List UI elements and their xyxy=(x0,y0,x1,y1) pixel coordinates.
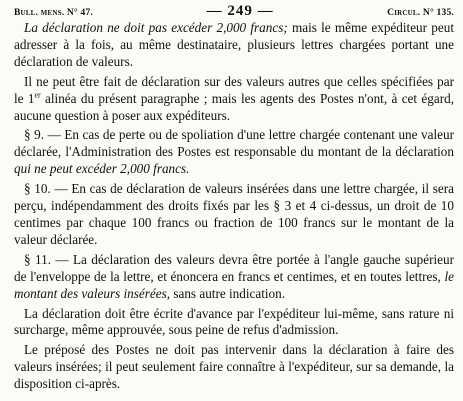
section-9-italic: qui ne peut excéder 2,000 francs. xyxy=(14,161,190,177)
ordinal-superscript: er xyxy=(34,90,41,100)
paragraph-specified-values xyxy=(14,74,454,125)
circular-reference: Circul. N° 135. xyxy=(387,8,454,18)
document-body xyxy=(14,20,454,393)
page-header xyxy=(14,3,454,20)
specified-values-text: Il ne peut être fait de déclaration sur des valeurs autres que celles spécifiées par le 1 xyxy=(14,73,454,106)
specified-values-text-continued: alinéa du présent paragraphe ; mais les agents des Postes n'ont, à cet égard, aucune question à poser aux expéditeurs. xyxy=(14,90,454,123)
declaration-limit-text: mais le même expéditeur peut adresser à la fois, au même destinataire, plusieurs lettres chargées portant une déclaration de valeurs. xyxy=(14,20,454,69)
paragraph-declaration-limit xyxy=(14,20,454,71)
written-in-advance-text: La déclaration doit être écrite d'avance par l'expéditeur lui-même, sans rature ni surcharge, même approuvée, sous peine de refus d'admission. xyxy=(14,305,454,338)
paragraph-section-9 xyxy=(14,127,454,178)
postal-agent-text: Le préposé des Postes ne doit pas intervenir dans la déclaration à faire des valeurs insérées; il peut seulement faire connaître à l'expéditeur, sur sa demande, la disposition ci-après. xyxy=(14,342,454,392)
section-9-text: § 9. — En cas de perte ou de spoliation d'une lettre chargée contenant une valeur déclarée, l'Administration des Postes est responsable du montant de la déclaration xyxy=(14,127,454,160)
declaration-limit-italic: La déclaration ne doit pas excéder 2,000 francs; xyxy=(24,20,288,35)
section-11-text: § 11. — La déclaration des valeurs devra être portée à l'angle gauche supérieur de l'enveloppe de la lettre, et énoncera en francs et centimes, et en toutes lettres, xyxy=(14,251,454,284)
page-number: — 249 — xyxy=(206,3,274,19)
paragraph-postal-agent xyxy=(14,342,454,393)
paragraph-section-10 xyxy=(14,181,454,249)
bulletin-reference: Bull. mens. N° 47. xyxy=(14,8,93,18)
section-11-tail: , sans autre indication. xyxy=(166,285,286,301)
paragraph-section-11 xyxy=(14,252,454,303)
paragraph-written-in-advance xyxy=(14,306,454,340)
section-10-text: § 10. — En cas de déclaration de valeurs insérées dans une lettre chargée, il sera perçu, indépendamment des droits fixés par les § 3 et 4 ci-dessus, un droit de 10 centimes par chaque 100 francs ou fraction de 100 francs sur le montant de la valeur déclarée. xyxy=(14,181,454,247)
section-11-italic: le montant des valeurs insérées xyxy=(14,268,454,301)
